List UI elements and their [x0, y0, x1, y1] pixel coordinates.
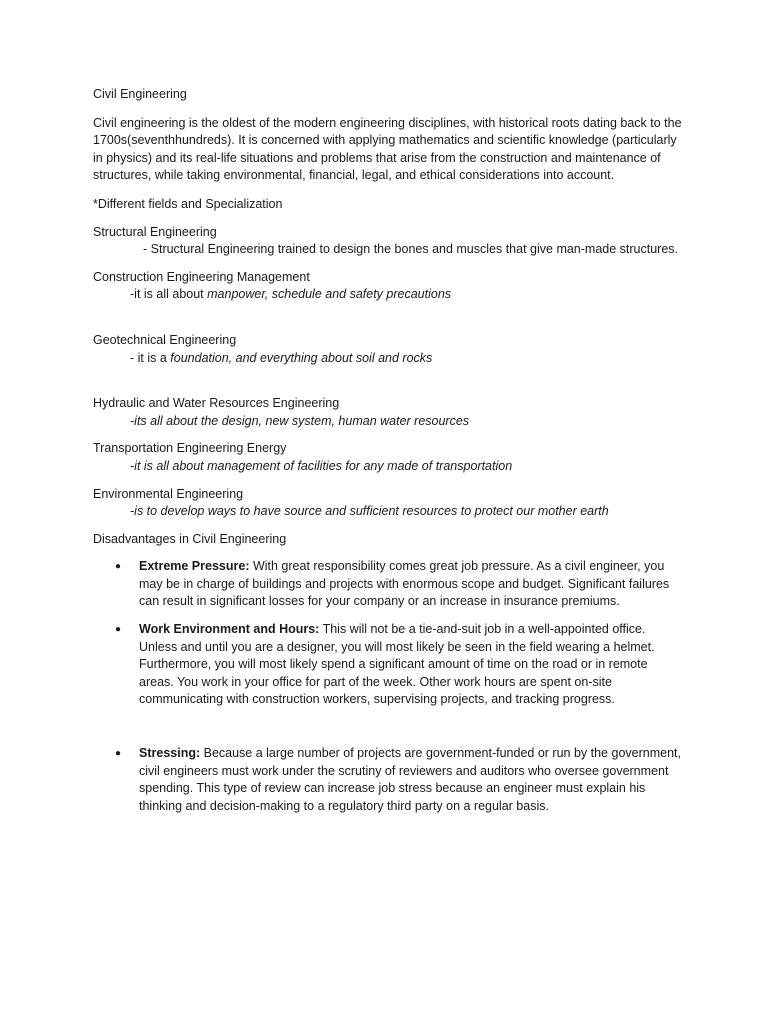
spacer: [93, 377, 683, 395]
list-item-label: Work Environment and Hours:: [139, 622, 320, 637]
field-structural-engineering: [93, 224, 683, 259]
list-item: [93, 621, 683, 709]
field-title: Environmental Engineering: [93, 486, 244, 501]
field-description-italic: -it is all about management of facilities for any made of transportation: [130, 458, 513, 473]
field-description: [93, 503, 683, 521]
field-description-text: - it is a: [130, 350, 171, 365]
document-body: [93, 86, 683, 825]
list-item-text: Because a large number of projects are government-funded or run by the government, civil engineers must work under the scrutiny of reviewers and auditors who oversee government spending. This type of review can increase job stress because an engineer must explain his thinking and decision-making to a regulatory third party on a regular basis.: [139, 746, 681, 813]
field-construction-management: [93, 269, 683, 304]
field-geotechnical-engineering: [93, 332, 683, 367]
list-item-text: This will not be a tie-and-suit job in a well-appointed office. Unless and until you are a designer, you will most likely be seen in the field wearing a helmet. Furthermore, you will most likely spend a significant amount of time on the road or in remote areas. You work in your office for part of the week. Other work hours are spent on-site communicating with construction workers, supervising projects, and tracking progress.: [139, 622, 655, 707]
spacer: [93, 719, 683, 745]
bullet-icon: ●: [115, 624, 122, 636]
list-item-label: Stressing:: [139, 746, 201, 761]
field-description-text: -it is all about: [130, 287, 208, 302]
bullet-icon: ●: [115, 561, 122, 573]
field-title: Construction Engineering Management: [93, 269, 310, 284]
field-title: Structural Engineering: [93, 224, 217, 239]
spacer: [93, 314, 683, 332]
disadvantages-list: [93, 558, 683, 815]
list-item-label: Extreme Pressure:: [139, 559, 250, 574]
field-description: [93, 458, 683, 476]
field-environmental-engineering: [93, 486, 683, 521]
list-item: [93, 558, 683, 611]
field-description-italic: -is to develop ways to have source and sufficient resources to protect our mother earth: [130, 504, 609, 519]
bullet-icon: ●: [115, 748, 122, 760]
list-item-text: With great responsibility comes great job pressure. As a civil engineer, you may be in charge of buildings and projects with enormous scope and budget. Significant failures can result in significant losses for your company or an increase in insurance premiums.: [139, 559, 670, 609]
field-transportation-engineering: [93, 440, 683, 475]
field-title: Geotechnical Engineering: [93, 332, 237, 347]
list-item: [93, 745, 683, 815]
field-description: [93, 241, 683, 259]
disadvantages-heading: Disadvantages in Civil Engineering: [93, 531, 287, 546]
field-description-italic: manpower, schedule and safety precautions: [207, 287, 452, 302]
fields-heading: *Different fields and Specialization: [93, 196, 283, 211]
field-description-italic: foundation, and everything about soil and rocks: [170, 350, 433, 365]
intro-paragraph: Civil engineering is the oldest of the modern engineering disciplines, with historical roots dating back to the 1700s(seventhhundreds). It is concerned with applying mathematics and scientific knowledge (particularly in physics) and its real-life situations and problems that arise from the construction and maintenance of structures, while taking environmental, financial, legal, and ethical considerations into account.: [93, 115, 682, 183]
field-description: [93, 350, 683, 368]
field-title: Transportation Engineering Energy: [93, 441, 287, 456]
field-description-text: - Structural Engineering trained to design the bones and muscles that give man-made structures.: [143, 242, 679, 257]
document-title: Civil Engineering: [93, 87, 187, 101]
field-description-italic: -its all about the design, new system, human water resources: [130, 413, 470, 428]
field-hydraulic-engineering: [93, 395, 683, 430]
field-description: [93, 413, 683, 431]
field-description: [93, 286, 683, 304]
field-title: Hydraulic and Water Resources Engineering: [93, 396, 340, 411]
